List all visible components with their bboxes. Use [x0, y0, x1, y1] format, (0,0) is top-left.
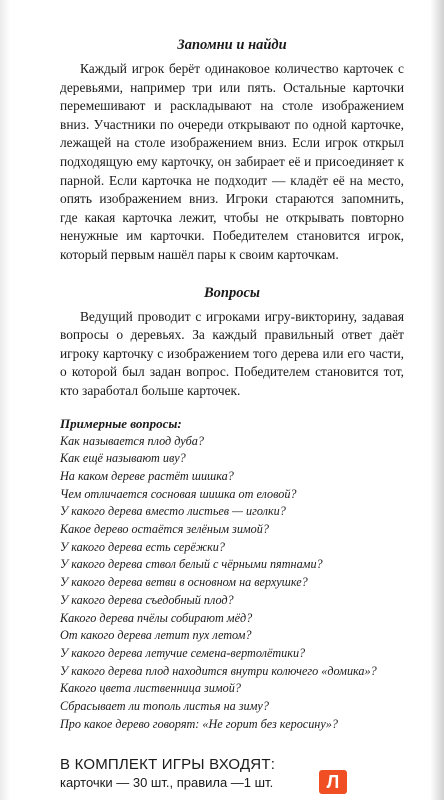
kit-contents-text: карточки — 30 шт., правила —1 шт.	[60, 775, 274, 791]
section-paragraph-questions: Ведущий проводит с игроками игру-викторину, задавая вопросы о деревьях. За каждый правильный ответ даёт игроку карточку с изображением того дерева или его части, о которой был задан вопрос. Победителем становится тот, кто заработал больше карточек.	[60, 308, 404, 398]
question-item: Какое дерево остаётся зелёным зимой?	[60, 522, 269, 537]
section-title-questions: Вопросы	[204, 284, 260, 301]
question-item: Какого дерева пчёлы собирают мёд?	[60, 610, 253, 625]
section-paragraph-remember-and-find: Каждый игрок берёт одинаковое количество карточек с деревьями, например три или пять. Остальные карточки перемешивают и раскладывают на столе изображением вниз. Участники по очереди открывают по одной карточке, лежащей на столе изображением вниз. Если игрок открыл подходящую ему карточку, он забирает её и присоединяет к парной. Если карточка не подходит — кладёт её на место, опять изображением вниз. Игроки стараются запомнить, где какая карточка лежит, чтобы не открывать повторно ненужные им карточки. Победителем становится игрок, который первым нашёл пары к своим карточкам.	[60, 61, 404, 262]
page-edge-shadow-left	[0, 0, 10, 800]
sample-questions-list	[60, 433, 404, 734]
section-title-remember-and-find: Запомни и найди	[177, 37, 287, 53]
question-item: Как ещё называют иву?	[60, 451, 186, 466]
publisher-logo-icon: Л	[319, 770, 347, 794]
question-item: У какого дерева плод находится внутри колючего «домика»?	[60, 663, 377, 678]
question-item: От какого дерева летит пух летом?	[60, 628, 252, 643]
question-item: На каком дереве растёт шишка?	[60, 468, 234, 483]
question-item: Чем отличается сосновая шишка от еловой?	[60, 486, 297, 501]
page-edge-shadow-right	[430, 0, 444, 800]
kit-contents-title: В КОМПЛЕКТ ИГРЫ ВХОДЯТ:	[60, 756, 276, 774]
question-item: Какого цвета лиственница зимой?	[60, 681, 241, 696]
question-item: Сбрасывает ли тополь листья на зиму?	[60, 699, 269, 714]
question-item: У какого дерева летучие семена-вертолётики?	[60, 645, 306, 660]
question-item: У какого дерева вместо листьев — иголки?	[60, 504, 286, 519]
question-item: У какого дерева ствол белый с чёрными пятнами?	[60, 557, 323, 572]
question-item: У какого дерева есть серёжки?	[60, 539, 225, 554]
question-item: Как называется плод дуба?	[60, 433, 204, 448]
question-item: Про какое дерево говорят: «Не горит без керосину»?	[60, 716, 338, 731]
question-item: У какого дерева съедобный плод?	[60, 592, 234, 607]
sample-questions-title: Примерные вопросы:	[60, 415, 182, 431]
question-item: У какого дерева ветви в основном на верхушке?	[60, 575, 308, 590]
